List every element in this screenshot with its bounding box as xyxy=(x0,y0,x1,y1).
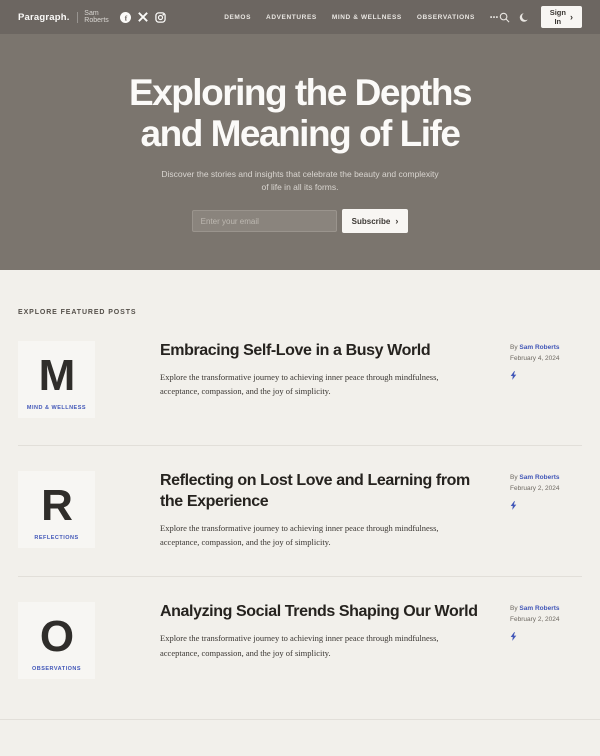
post-title[interactable]: Embracing Self-Love in a Busy World xyxy=(160,342,431,359)
featured-posts-section xyxy=(0,270,600,719)
post-description: Explore the transformative journey to achieving inner peace through mindfulness, acceptance, compassion, and the joy of simplicity. xyxy=(160,371,439,397)
featured-bolt-icon xyxy=(510,628,582,646)
hero-title xyxy=(129,72,471,155)
post-date: February 2, 2024 xyxy=(510,616,560,624)
brand-group xyxy=(18,10,166,24)
nav-item-observations[interactable]: OBSERVATIONS xyxy=(416,13,475,21)
social-links xyxy=(120,12,166,23)
nav-item-adventures[interactable]: ADVENTURES xyxy=(266,13,317,21)
featured-bolt-icon xyxy=(510,497,582,515)
post-title[interactable]: Analyzing Social Trends Shaping Our World xyxy=(160,603,478,621)
post-author-link[interactable]: Sam Roberts xyxy=(519,605,560,613)
post-byline xyxy=(510,605,582,612)
nav-item-more[interactable]: ••• xyxy=(489,13,499,21)
post-body xyxy=(160,471,492,549)
post-byline xyxy=(510,474,582,481)
chevron-right-icon: › xyxy=(570,11,573,22)
post-category: REFLECTIONS xyxy=(34,535,79,541)
site-logo[interactable]: Paragraph. xyxy=(18,11,70,23)
instagram-icon[interactable] xyxy=(155,12,166,23)
post-author-link[interactable]: Sam Roberts xyxy=(519,474,560,481)
facebook-icon[interactable] xyxy=(120,12,131,23)
main-nav xyxy=(224,14,498,21)
sign-in-label: Sign In xyxy=(549,8,566,26)
post-description: Explore the transformative journey to achieving inner peace through mindfulness, acceptance, compassion, and the joy of simplicity. xyxy=(160,633,439,658)
post-row xyxy=(18,316,582,446)
brand-divider xyxy=(77,12,78,23)
post-meta xyxy=(510,602,582,646)
account-name: Sam Roberts xyxy=(84,10,109,24)
thumbnail-letter: M xyxy=(38,350,75,400)
post-category: OBSERVATIONS xyxy=(31,666,82,673)
hero-title-line1: Exploring the Depths xyxy=(128,72,472,113)
hero-section xyxy=(0,34,600,270)
x-icon[interactable] xyxy=(138,12,148,22)
subscribe-label: Subscribe xyxy=(351,216,391,226)
email-input[interactable] xyxy=(192,210,337,232)
nav-item-mind-wellness[interactable]: MIND & WELLNESS xyxy=(331,13,402,21)
by-label: By xyxy=(510,344,518,351)
top-nav xyxy=(0,0,600,34)
dark-mode-moon-icon[interactable] xyxy=(519,12,530,23)
subscribe-button[interactable] xyxy=(342,209,409,233)
post-row xyxy=(18,446,582,577)
header-actions xyxy=(499,6,582,28)
post-byline xyxy=(510,344,582,351)
post-date: February 2, 2024 xyxy=(510,485,560,492)
search-icon[interactable] xyxy=(499,12,510,23)
post-author-link[interactable]: Sam Roberts xyxy=(519,344,560,351)
post-category: MIND & WELLNESS xyxy=(26,405,87,411)
chevron-right-icon: › xyxy=(395,215,399,226)
subscribe-form xyxy=(192,209,409,233)
post-thumbnail[interactable] xyxy=(18,471,95,548)
post-thumbnail[interactable] xyxy=(18,602,95,679)
thumbnail-letter: R xyxy=(41,480,72,530)
post-meta xyxy=(510,471,582,515)
by-label: By xyxy=(510,605,518,613)
sign-in-button[interactable] xyxy=(541,6,582,28)
section-label: EXPLORE FEATURED POSTS xyxy=(18,309,137,316)
featured-bolt-icon xyxy=(510,367,582,385)
thumbnail-letter: O xyxy=(39,611,74,661)
post-title[interactable]: Reflecting on Lost Love and Learning from the Experience xyxy=(160,472,470,510)
post-body xyxy=(160,341,492,399)
post-thumbnail[interactable] xyxy=(18,341,95,418)
post-meta xyxy=(510,341,582,385)
hero-subtitle: Discover the stories and insights that celebrate the beauty and complexity of life in all its forms. xyxy=(161,168,439,193)
post-row xyxy=(18,577,582,719)
svg-text:f: f xyxy=(124,13,128,23)
footer-spacer xyxy=(0,719,600,756)
post-description: Explore the transformative journey to achieving inner peace through mindfulness, acceptance, compassion, and the joy of simplicity. xyxy=(160,522,439,548)
nav-item-demos[interactable]: DEMOS xyxy=(224,13,252,21)
hero-title-line2: and Meaning of Life xyxy=(140,113,460,155)
post-body xyxy=(160,602,492,660)
by-label: By xyxy=(510,474,518,481)
post-date: February 4, 2024 xyxy=(510,355,560,362)
